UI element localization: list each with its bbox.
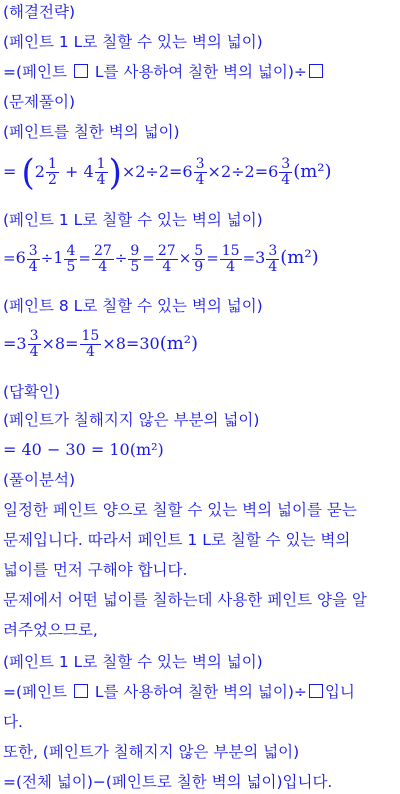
heading-strategy: (해결전략) [3, 3, 75, 21]
text-line: 넓이를 먼저 구해야 합니다. [3, 561, 188, 579]
text-line: (페인트가 칠해지지 않은 부분의 넓이) [3, 411, 260, 429]
text-line: 또한, (페인트가 칠해지지 않은 부분의 넓이) [3, 743, 300, 761]
text-line: (페인트를 칠한 벽의 넓이) [3, 123, 180, 141]
heading-solution: (문제풀이) [3, 93, 75, 111]
fraction: $\frac{3}{4}$ [268, 242, 278, 275]
fraction: $\frac{1}{4}$ [96, 156, 106, 188]
fraction: $\frac{3}{4}$ [195, 156, 205, 188]
blank-box-icon [74, 684, 88, 698]
text-line: 다. [3, 713, 23, 731]
text-line: (페인트 1 L로 칠할 수 있는 벽의 넓이) [3, 33, 263, 51]
text-line: =(전체 넓이)−(페인트로 칠한 벽의 넓이)입니다. [3, 773, 333, 791]
paren-close: ) [108, 151, 122, 194]
fraction: $\frac{27}{4}$ [157, 242, 176, 275]
paren-open: ( [21, 151, 35, 194]
equation-2: =6 $\frac{3}{4}$ ÷1 $\frac{4}{5}$ = $\frac{27}{4}$ ÷ $\frac{9}{5}$ = $\frac{27}{4}$ × $\frac{5}{9}$ = $\frac{15}{4}$ =3 $\frac{3}{4}$ (m²) [3, 242, 319, 275]
text-line: 려주었으므로, [3, 621, 98, 639]
blank-box-icon [74, 64, 88, 78]
fraction: $\frac{15}{4}$ [81, 328, 100, 360]
text-line: 문제입니다. 따라서 페인트 1 L로 칠할 수 있는 벽의 [3, 531, 351, 549]
fraction: $\frac{27}{4}$ [93, 242, 112, 275]
equation-3: =3 $\frac{3}{4}$ ×8= $\frac{15}{4}$ ×8=30(m²) [3, 328, 199, 360]
blank-box-icon [309, 64, 323, 78]
fraction: $\frac{3}{4}$ [281, 156, 291, 188]
fraction: $\frac{3}{4}$ [28, 242, 38, 275]
text-line: 문제에서 어떤 넓이를 칠하는데 사용한 페인트 양을 알 [3, 591, 367, 609]
fraction: $\frac{9}{5}$ [130, 242, 140, 275]
text-line: (페인트 1 L로 칠할 수 있는 벽의 넓이) [3, 653, 263, 671]
fraction: $\frac{15}{4}$ [221, 242, 240, 275]
text-line-with-box: =(페인트 L를 사용하여 칠한 벽의 넓이)÷ [3, 62, 398, 82]
fraction: $\frac{3}{4}$ [29, 328, 39, 360]
fraction: $\frac{4}{5}$ [66, 242, 76, 275]
text-line-with-box: =(페인트 L를 사용하여 칠한 벽의 넓이)÷ 입니 [3, 683, 355, 701]
heading-analysis: (풀이분석) [3, 471, 75, 489]
equation-4: = 40 − 30 = 10(m²) [3, 440, 164, 459]
fraction: $\frac{1}{2}$ [47, 156, 57, 188]
heading-answer-check: (답확인) [3, 383, 61, 401]
equation-1: = (2 $\frac{1}{2}$ + 4 $\frac{1}{4}$ )×2÷2=6 $\frac{3}{4}$ ×2÷2=6 $\frac{3}{4}$ (m²) [3, 151, 332, 194]
text-line: (페인트 8 L로 칠할 수 있는 벽의 넓이) [3, 297, 263, 315]
text-line: (페인트 1 L로 칠할 수 있는 벽의 넓이) [3, 211, 263, 229]
blank-box-icon [309, 684, 323, 698]
fraction: $\frac{5}{9}$ [194, 242, 204, 275]
text-line: 일정한 페인트 양으로 칠할 수 있는 벽의 넓이를 묻는 [3, 501, 357, 519]
